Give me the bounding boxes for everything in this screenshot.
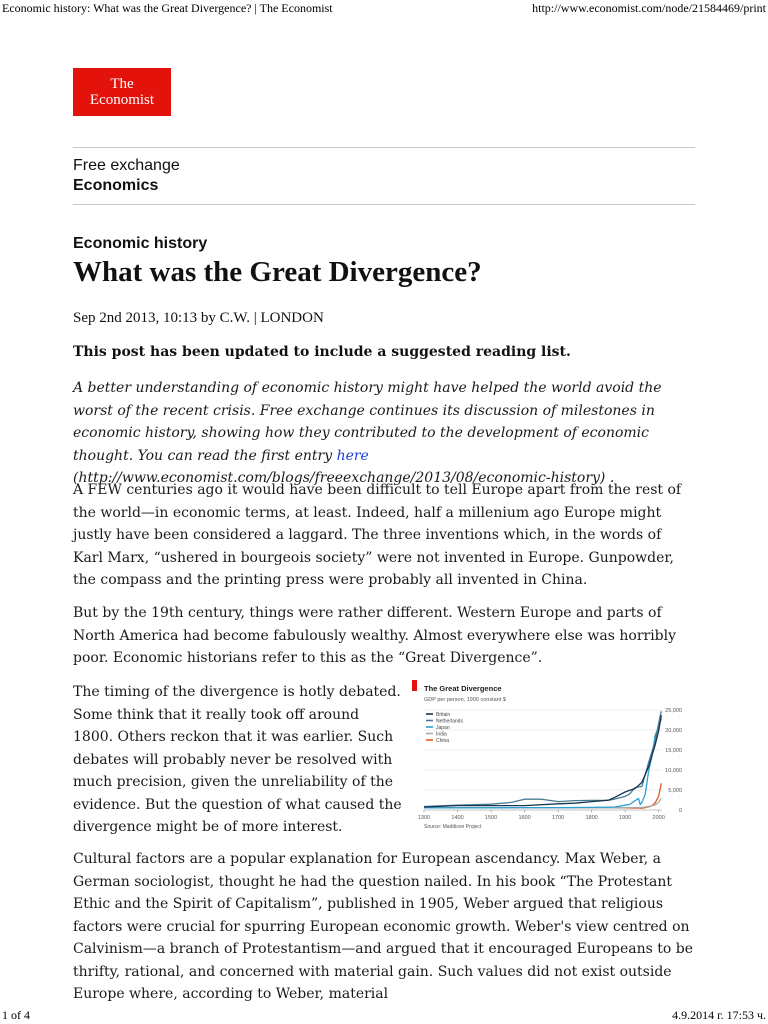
article-paragraph: Cultural factors are a popular explanation for European ascendancy. Max Weber, a German sociologist, thought he had the question nailed. In his book “The Protestant Ethic and the Spirit of Capitalism”, published in 1905, Weber argued that religious factors were crucial for spurring European economic growth. Weber's view centred on Calvinism—a branch of Protestantism—and argued that it encouraged Europeans to be thrifty, rational, and concerned with material gain. Such values did not exist outside Europe where, according to Weber, material <box>73 851 693 1002</box>
x-tick-label: 1400 <box>451 815 464 821</box>
y-tick-label: 10,000 <box>665 768 682 774</box>
series-line-japan <box>424 719 661 808</box>
article-byline: Sep 2nd 2013, 10:13 by C.W. | LONDON <box>73 310 324 326</box>
chart-title: The Great Divergence <box>424 684 502 693</box>
x-tick-label: 1900 <box>619 815 632 821</box>
x-tick-label: 1800 <box>585 815 598 821</box>
article-intro <box>73 377 695 490</box>
article-paragraph: A FEW centuries ago it would have been difficult to tell Europe apart from the rest of the world—in economic terms, at least. Indeed, half a millenium ago Europe might justly have been considered a laggard. The three inventions which, in the words of Karl Marx, “ushered in bourgeois society” were not invented in Europe. Gunpowder, the compass and the printing press were probably all invented in China. <box>73 482 682 588</box>
print-footer <box>0 1006 768 1024</box>
chart-legend <box>426 712 463 744</box>
x-tick-label: 1600 <box>518 815 531 821</box>
legend-label: Japan <box>436 724 450 731</box>
legend-label: India <box>436 731 447 738</box>
print-header <box>0 0 768 16</box>
article-paragraph: But by the 19th century, things were rather different. Western Europe and parts of North America had become fabulously wealthy. Almost everywhere else was horribly poor. Economic historians refer to this as the “Great Divergence”. <box>73 605 677 666</box>
article-headline: What was the Great Divergence? <box>73 256 482 288</box>
y-tick-label: 20,000 <box>665 728 682 734</box>
series-line-britain <box>424 715 661 807</box>
print-page-title: Economic history: What was the Great Divergence? | The Economist <box>2 1 333 15</box>
economist-logo[interactable] <box>73 68 171 116</box>
intro-link[interactable]: here <box>336 447 369 464</box>
y-tick-label: 25,000 <box>665 708 682 714</box>
y-tick-label: 0 <box>678 808 682 814</box>
article-paragraph: The timing of the divergence is hotly debated. Some think that it really took off around 1800. Others reckon that it was earlier. Such debates will probably never be resolved with much precision, given the unreliability of the evidence. But the question of what caused the divergence might be of more interest. <box>73 684 402 835</box>
chart-svg <box>412 680 688 832</box>
logo-line-1: The <box>110 76 134 92</box>
y-tick-label: 15,000 <box>665 748 682 754</box>
chart-subtitle: GDP per person, 1990 constant $ <box>424 697 506 703</box>
legend-label: Britain <box>436 711 451 718</box>
update-note: This post has been updated to include a suggested reading list. <box>73 344 571 360</box>
great-divergence-chart <box>412 680 688 832</box>
x-tick-label: 2000 <box>652 815 665 821</box>
chart-x-ticks <box>418 810 665 821</box>
article-kicker: Economic history <box>73 235 208 252</box>
print-date: 4.9.2014 г. 17:53 ч. <box>672 1008 766 1022</box>
intro-url: (http://www.economist.com/blogs/freeexchange/2013/08/economic-history) . <box>73 470 615 486</box>
page-number: 1 of 4 <box>2 1008 30 1022</box>
chart-series-lines <box>424 711 661 808</box>
x-tick-label: 1500 <box>484 815 498 821</box>
blog-name[interactable]: Free exchange <box>73 157 180 174</box>
chart-gridlines <box>424 710 662 810</box>
legend-label: China <box>436 737 450 744</box>
divider <box>73 147 695 148</box>
x-tick-label: 1700 <box>551 815 565 821</box>
print-page-url: http://www.economist.com/node/21584469/print <box>532 1 766 15</box>
section-name[interactable]: Economics <box>73 177 159 194</box>
chart-y-ticks <box>665 708 682 814</box>
chart-accent-bar <box>412 680 417 691</box>
intro-text: A better understanding of economic history might have helped the world avoid the worst of the recent crisis. Free exchange continues its discussion of milestones in economic history, showing how they contributed to the development of economic thought. You can read the first entry <box>73 380 662 464</box>
x-tick-label: 1300 <box>417 815 431 821</box>
logo-line-2: Economist <box>89 92 155 108</box>
y-tick-label: 5,000 <box>668 788 682 794</box>
legend-label: Netherlands <box>436 718 463 725</box>
chart-source: Source: Maddison Project <box>424 824 482 830</box>
divider <box>73 204 695 205</box>
